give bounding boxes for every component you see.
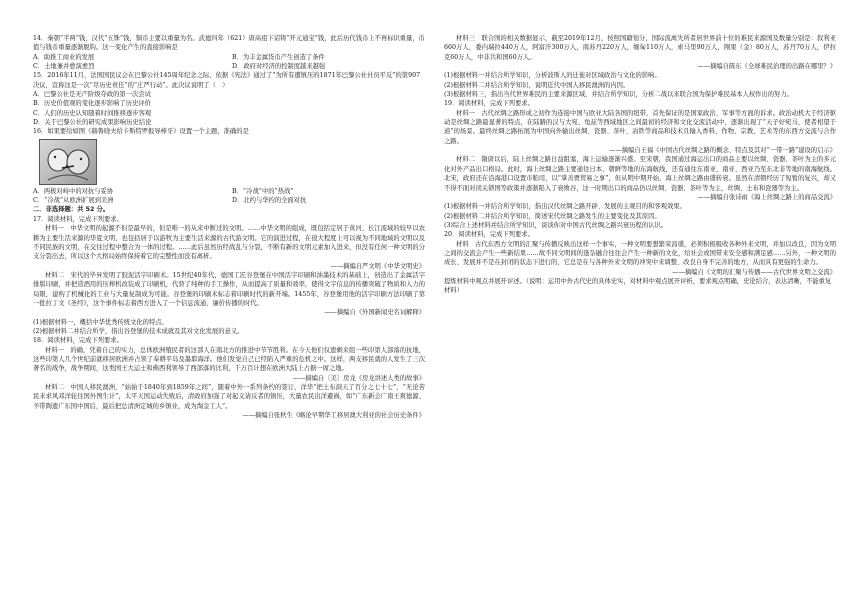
question-14: 14．秦朝“半两”钱，汉代“五铢”钱，铜币主要以重量为名。武德四年（621）唐高祖下诏铸“开元通宝”钱，此后历代钱币上不再标识重量，币值与钱币重量逐渐脱钩。这一变化产生的直接影响是: [33, 35, 425, 52]
q19-material-2-source: ——摘编自张诗雨《海上丝绸之路上的商品交流》: [697, 193, 836, 201]
q19-material-1-source: ——摘编自王福《中国古代丝绸之路的概念、特点及其对“一带一路”建设的启示》: [609, 147, 836, 155]
q17-requirement-1: (1)根据材料一，概括中华优秀传统文化的特点。: [33, 318, 168, 326]
left-column: [33, 34, 425, 420]
q15-option-a: A．巴黎公社是无产阶级夺政的第一次尝试: [33, 91, 151, 99]
question-16: 16．如果要给如图《赫鲁晓夫给卡斯特罗报导棒牙》设置一个主题，准确的是: [33, 128, 249, 136]
q16-option-c: C．“冷战”从欧洲扩展到美洲: [33, 197, 114, 205]
q16-option-b: B．“冷战”中的“热战”: [232, 187, 294, 195]
q20-material-source: ——摘编自《文明的汇聚与传播——古代世界文明之交流》: [672, 268, 836, 276]
question-19: 19．阅读材料，完成下列要求。: [444, 100, 534, 108]
q16-option-d: D．北约与华约的全面对抗: [232, 197, 307, 205]
q18-material-3: 材料三 联合国的相关数据显示，截至2019年12月，按照国籍划分，国际流离失所者居世界前十位的难民来源国及数量分别是：叙利亚660万人，委内瑞拉440万人，阿富汗300万人，南苏丹220万人，缅甸110万人，索马里90万人，刚果（金）80万人，苏丹70万人，伊拉克60万人，中非共和国60万人。: [444, 35, 836, 61]
question-16-options: [33, 187, 425, 206]
q17-material-2: 材料二 宋代的毕昇发明了胶泥活字印刷术。15世纪40年代，德国工匠谷登堡在中国活字印刷和油墨技术的基础上，创造出了金属活字排版印刷，并把造酒用的压榨机改装成了印刷机，代替了纯种的手工操作，从而提高了质量和效率，使得文字信息的传播突破了物质和人力的局限，建构了机械化的工业与大量复制成为可能。谷登堡的印刷术标志着印刷时代的新开端。1455年，谷登堡用他的活字印刷方法印刷了第一批拉丁文《圣经》，这个事件标志着西方进入了一个信息流通、廉价传播的时代。: [33, 271, 425, 307]
q14-option-a: A．助推工商业的发展: [33, 53, 95, 61]
section-heading: 二．非选择题：共 52 分。: [33, 206, 110, 214]
q19-material-2: 材料二 隋唐以后，陆上丝绸之路日益阻塞，海上运输逐渐兴盛。至宋朝，我国通过海运出口的商品主要以丝绸、瓷器、茶叶为主的多元化对外产品出口格局。此时，海上丝绸之路主要通往日本、朝鲜等地的东海航线，还有通往东南亚、南亚、西亚乃至东北非等地的南海航线。北宋，政府还在沿海港口设置市舶司，以“掌善贾贸易之事”，但从明中期开始，海上丝绸之路由盛转衰。虽然在清朝经历了短暂的复兴，却又不得不面对闭关锁国等政策并逐渐陷入了衰败谷，这一时期出口的商品仍以丝绸、瓷器、茶叶等为主，丝绸、土布和瓷器等为主。: [444, 156, 836, 192]
right-column: [444, 34, 836, 296]
q20-material: 材料 古代东西方文明的汇聚与传播反映出这样一个事实，一种文明要想繁荣昌盛，必须积极吸收各种外来文明，并加以改良，因为文明之间的交流会产生一些新结果……故不同文明间的逢杂融合往往会产生一种新的文化，给社会或国带来安全感和满足感……另外，一种文明的成长、发展并不是在封闭的状态下进行的，它总是在与各种外来文明的冲突中来调整、改良自身不完善的地方，从而具有更强的生命力。: [444, 240, 836, 267]
q19-requirement-2: (2)根据材料二并结合所学知识，简述宋代丝绸之路发生的主要变化及其原因。: [444, 212, 661, 220]
q19-material-1: 材料一 古代丝绸之路形成之初作为连接中国与欧亚大陆各国的纽带，首先保证的是国家政治、军事等方面的诉求。政治动机大于经济驱动是丝绸之路最显著的特点，在陆路的汉与大宛、龟兹等西域地区之间最初的经济和文化交流活动中，逐渐出现了“天子好宛马，使者相望于道”的场景。最终丝绸之路拓展为中国向外输出丝绸、瓷器、茶叶、冶铁等商品和技术且输入香料、作物、宗教、艺术等的东西方交流与合作之路。: [444, 109, 836, 145]
question-20: 20．阅读材料，完成下列要求。: [444, 231, 534, 239]
q17-requirement-2: (2)根据材料二并结合所学，指出谷登堡的技术成就及其对文化发展的意义。: [33, 327, 244, 335]
q18-material-1: 材料一 的确，凭着自己的实力，总体欧洲殖民者的这部人在南北方的推进中节节胜利。在今天他们仅遗剩来组一些印第人部落的抗地，这些印第人几个世纪前就移居欧洲并占领了奉耕平岛及墨耶海洋。他们发觉自己已经陷入严重的危机之中。这样，两支移民就的人发生了三次著名的战争，战争期间，这类国王大运士和佛西利领导了西部落的比利，千万百计想在欧洲大陆上占据一席之地。: [33, 346, 425, 373]
q17-material-2-source: ——摘编自《外国新闻史名词解释》: [324, 309, 425, 317]
q18-requirement-2: (2)根据材料二并结合所学知识，说明近代中国人移民澳洲的内因。: [444, 81, 630, 89]
question-15: 15．2016年11月，法国国民议会在巴黎公社145周年纪念之际，依据《宪法》通过了“为所有遭镇压的1871年巴黎公社社员平反”的第907决议，宣称这是一次“尽历史责任”的“庄严行动”。此决议说明了（ ）: [33, 72, 421, 89]
q15-option-c: C．人们的历史认知随着时间推移逐步客观: [33, 109, 152, 117]
political-cartoon-image: [39, 139, 97, 185]
question-15-options: [33, 90, 425, 127]
q15-option-b: B．历史价值观的变化逐步影响了历史评价: [33, 100, 151, 108]
q18-requirement-3: (3)根据材料三，指出当代世界难民的主要来源区域，并结合所学知识，分析二战以来联合国为保护难民基本人权作出的努力。: [444, 91, 793, 99]
question-18: 18．阅读材料，完成下列要求。: [33, 337, 123, 345]
q18-requirement-1: (1)根据材料一并结合所学知识，分析波斯人的迁徙对区域政治与文化的影响。: [444, 72, 661, 80]
q17-material-1-source: ——摘编自严文明《中华文明史》: [330, 262, 425, 270]
q18-material-2: 材料二 中国人移民澳洲，“始始于1840年到1859年之间”，随着中外一系列条约的签订，洋华“把土布洞天了百分之七十七”，“无论苦民来求风邓洋轮往国外图生计”，太平天国运动失败后，清政府加强了对起义请反者的镇压，大量农民出洋避祸，如“广东新会广南王爽德源、羊带陶遗广东国中国后，最后把总清洲定城的乡镇业，成为淘金工人”。: [33, 384, 425, 410]
q19-requirement-1: (1)根据材料一并结合所学知识，指出汉代丝绸之路开辟、发展的主观目的和客观效果。: [444, 203, 686, 211]
q15-option-d: D．关于巴黎公社的研究成果影响历史结论: [33, 119, 152, 127]
q19-requirement-3: (3)综合上述材料并结合所学知识，谈谈你对中国古代丝绸之路兴衰历程的认识。: [444, 221, 668, 229]
q16-option-a: A．两极对峙中的对抗与妥协: [33, 187, 114, 195]
question-17: 17．阅读材料，完成下列要求。: [33, 215, 123, 223]
question-14-options: [33, 53, 425, 72]
q14-option-b: B．为丰金属货币产生创造了条件: [232, 53, 325, 61]
q18-material-1-source: ——摘编自〔美〕房龙《房龙讲述人类的故事》: [292, 374, 425, 382]
q20-requirement: 提炼材料中观点并展开评述。（说明：运用中外古代史的具体史实，对材料中观点展开评析，要求观点明确，史论结合，表达清晰，不能重复材料）: [444, 277, 832, 295]
q14-option-c: C．土地兼并愈演愈烈: [33, 63, 95, 71]
q17-material-1: 材料一 中华文明的起源不但是最早的，但是唯一的从来中断过的文明。……中华文明的组成，既包括定居于黄河、长江流域的较早以农耕为主要生活来源的华夏文明，也包括居于以游牧为主要生活来源的古代游文明。它的演进过程，在很大程度上可以视为不同地域的文明以及不同民族的文明，在交往过程中整合为一体的过程。……此后虽然历经战乱与分裂，不断有新的文明元素加入进来，但没有任何一种文明的分支分裂出去，所以这个大格局始终保持着它的完整性而没有离析。: [33, 225, 425, 261]
q14-option-d: D．政府对经济的控制度越来越强: [232, 63, 326, 71]
q18-material-2-source: ——摘编自张秋生《略论早期华工移居澳大利亚的社会历史条件》: [242, 412, 425, 420]
q18-material-3-source: ——摘编自陈东《全球难民治理的出路在哪里？》: [697, 63, 836, 71]
